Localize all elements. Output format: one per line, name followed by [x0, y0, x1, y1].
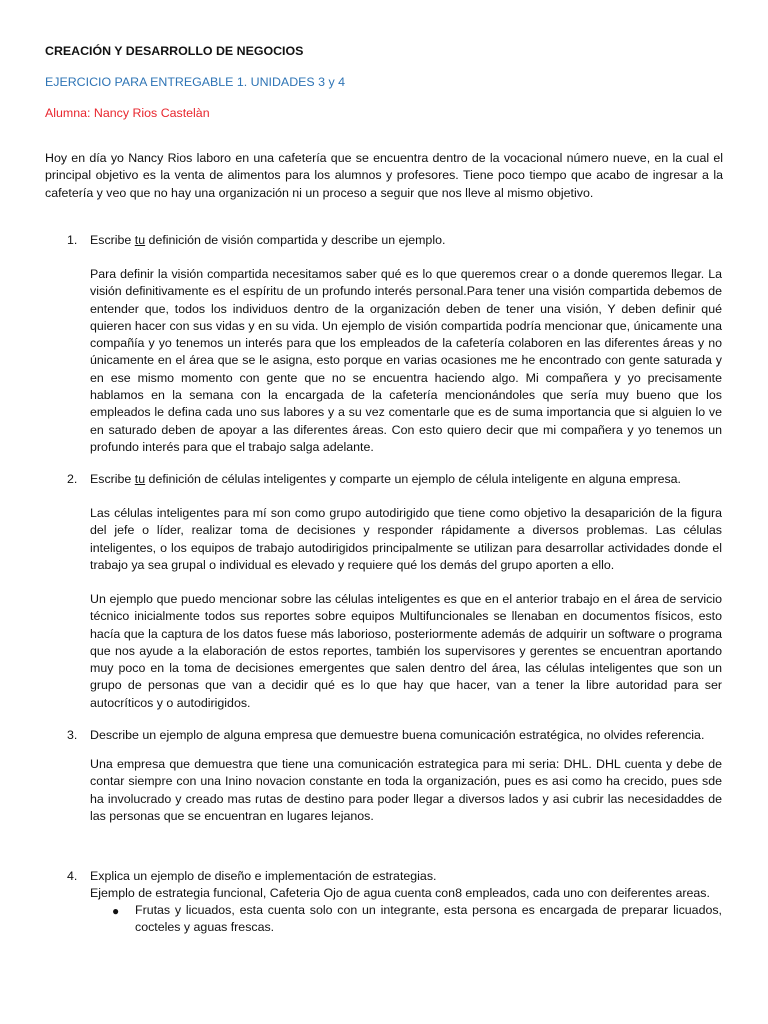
question-2-prompt-start: Escribe — [90, 472, 135, 486]
question-3-number: 3. — [67, 728, 78, 742]
document-title: CREACIÓN Y DESARROLLO DE NEGOCIOS — [45, 44, 304, 58]
question-1-number: 1. — [67, 233, 78, 247]
question-2-answer-1: Las células inteligentes para mí son como grupo autodirigido que tiene como objetivo la desaparición de la figura del jefe o líder, realizar toma de decisiones y responder rápidamente a diversos problemas. Las células inteligentes, o los equipos de trabajo autodirigidos principalmente se utilizan para desarrollar actividades donde el trabajo ya sea grupal o individual es elevado y requiere qué los demás del grupo aporten a ello. — [90, 506, 722, 572]
bullet-icon: ● — [112, 904, 120, 918]
question-1-prompt-underlined: tu — [134, 233, 146, 247]
question-2-prompt — [90, 471, 681, 488]
question-4-number: 4. — [67, 869, 78, 883]
question-1-prompt — [90, 232, 445, 249]
question-3-prompt: Describe un ejemplo de alguna empresa que demuestre buena comunicación estratégica, no olvides referencia. — [90, 728, 705, 742]
question-1-prompt-end: definición de visión compartida y describe un ejemplo. — [145, 233, 446, 247]
question-2-prompt-underlined: tu — [134, 472, 146, 486]
question-4-bullet: Frutas y licuados, esta cuenta solo con un integrante, esta persona es encargada de preparar licuados, cocteles y aguas frescas. — [135, 903, 722, 935]
question-2-number: 2. — [67, 472, 78, 486]
document-subtitle: EJERCICIO PARA ENTREGABLE 1. UNIDADES 3 y 4 — [45, 75, 345, 89]
question-1-answer: Para definir la visión compartida necesitamos saber qué es lo que queremos crear o a donde queremos llegar. La visión definitivamente es el espíritu de un profundo interés personal.Para tener una visión compartida debemos de entender que, todos los individuos dentro de la organización deben de tener una visión, Y deben definir qué quieren hacer con sus vidas y en su vida. Un ejemplo de visión compartida podría mencionar que, únicamente una compañía y yo tenemos un interés para que los empleados de la cafetería colaboren en las diferentes áreas y no únicamente en el área que se le asigna, esto porque en varias ocasiones me he encontrado con gente saturada y en ese mismo momento con gente que no se encuentra haciendo algo. Mi compañera y yo precisamente hablamos en la semana con la encargada de la cafetería mencionándoles que sería muy bueno que los empleados le defina cada uno sus labores y a su vez comentarle que es de suma importancia que si alguien lo ve en saturado deben de apoyar a las diferentes áreas. Con esto quiero decir que mi compañera y yo tenemos un profundo interés para que el trabajo salga adelante. — [90, 267, 722, 454]
question-4-intro: Ejemplo de estrategia funcional, Cafeteria Ojo de agua cuenta con8 empleados, cada uno con deiferentes areas. — [90, 886, 710, 900]
student-name: Alumna: Nancy Rios Castelàn — [45, 106, 210, 120]
question-4-prompt: Explica un ejemplo de diseño e implementación de estrategias. — [90, 869, 437, 883]
question-3-answer: Una empresa que demuestra que tiene una comunicación estrategica para mi seria: DHL. DHL cuenta y debe de contar siempre con una Inino novacion constante en toda la organización, pues es asi como ha crecido, pues sde ha involucrado y creado mas rutas de destino para poder llegar a diversos lados y asi cubrir las necesidaddes de las personas que se encuentran en lugares lejanos. — [90, 757, 722, 823]
question-2-prompt-end: definición de células inteligentes y comparte un ejemplo de célula inteligente en alguna empresa. — [145, 472, 681, 486]
question-1-prompt-start: Escribe — [90, 233, 135, 247]
question-2-answer-2: Un ejemplo que puedo mencionar sobre las células inteligentes es que en el anterior trabajo en el área de servicio técnico inicialmente todos sus reportes sobre equipos Multifuncionales se llenaban en documentos físicos, esto hacía que la captura de los datos fuese más laborioso, posteriormente además de adquirir un software o programa que nos ayude a la elaboración de estos reportes, también los supervisores y gerentes se encuentran aportando muy poco en la toma de decisiones emergentes que salen dentro del área, las células inteligentes que son un grupo de personas que van a decidir qué es lo que hay que hacer, van a tener la libre autoridad para ser autocríticos y o autodirigidos. — [90, 592, 722, 710]
intro-paragraph: Hoy en día yo Nancy Rios laboro en una cafetería que se encuentra dentro de la vocacional número nueve, en la cual el principal objetivo es la venta de alimentos para los alumnos y profesores. Tiene poco tiempo que acabo de ingresar a la cafetería y veo que no hay una organización ni un proceso a seguir que nos lleve al mismo objetivo. — [45, 151, 723, 200]
